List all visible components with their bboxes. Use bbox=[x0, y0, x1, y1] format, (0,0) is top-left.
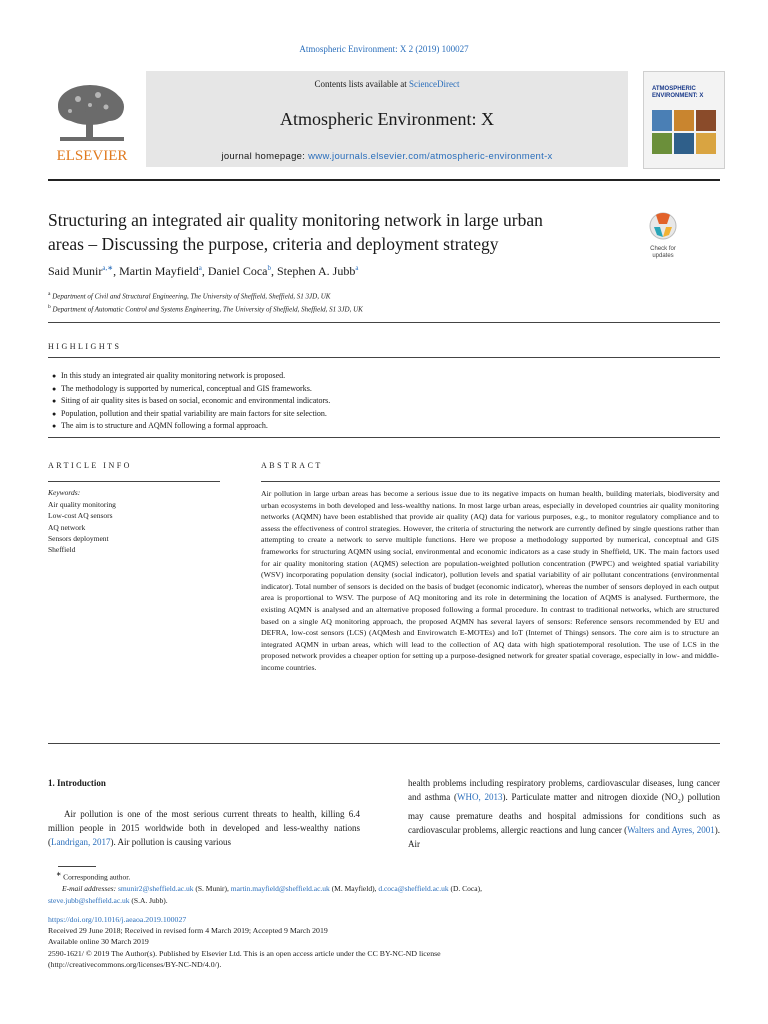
highlights-list bbox=[52, 370, 330, 433]
article-title bbox=[48, 208, 628, 256]
header-divider bbox=[48, 179, 720, 181]
divider bbox=[48, 322, 720, 323]
cover-title: ATMOSPHERIC ENVIRONMENT: X bbox=[652, 86, 704, 99]
divider bbox=[261, 481, 720, 482]
citation-link[interactable]: WHO, 2013 bbox=[457, 792, 503, 802]
crossmark-label-2: updates bbox=[652, 253, 674, 259]
journal-homepage bbox=[146, 151, 628, 162]
received-dates: Received 29 June 2018; Received in revised form 4 March 2019; Accepted 9 March 2019 bbox=[48, 926, 328, 936]
title-line-1: Structuring an integrated air quality monitoring network in large urban bbox=[48, 210, 543, 230]
author-list: Said Munir$^{a,∗}$, Martin Mayfield$^a$, Daniel Coca$^b$, Stephen A. Jubb$^a$ bbox=[48, 264, 359, 278]
keyword: Sensors deployment bbox=[48, 533, 109, 543]
doi-link[interactable]: https://doi.org/10.1016/j.aeaoa.2019.100027 bbox=[48, 915, 187, 924]
citation-link[interactable]: Walters and Ayres, 2001 bbox=[627, 824, 715, 835]
title-line-2: areas – Discussing the purpose, criteria and deployment strategy bbox=[48, 234, 499, 254]
abstract-text: Air pollution in large urban areas has become a serious issue due to its negative impacts on human health, building materials, biodiversity and urban ecosystems in both developed and less-wealthy nations. In most large urban areas, especially in developed countries air quality monitoring networks (AQMN) have been established that provide air quality (AQ) data for various purposes, e.g., to monitor regulatory compliance and to assess the effectiveness of control strategies. However, the criteria of structuring the network are currently defined by single questions rather than attempting to create a network to serve multiple functions. Here we propose a methodology supported by numerical, conceptual and GIS frameworks for structuring AQMN using social, environmental and economic indicators as a case study in Sheffield, UK. The main factors used for air quality monitoring station (AQMS) selection are population-weighted pollution concentration (PWPC) and weighted spatial variability (WSV) incorporating population density (social indicator), pollution levels and spatial variability of air pollutant concentrations (environmental indicator). Total number of sensors is decided on the basis of budget (economic indicator), whereas the number of sensors deployed in each output area is proportional to WSV. The purpose of AQ monitoring and its role in determining the location of AQMS is analysed. Furthermore, the existing AQMN is analysed and an alternative proposed following a formal procedure. In contrast to traditional networks, which are structured based on a single AQ monitoring approach, the proposed AQMN has several layers of sensors: Reference sensors recommended by EU and DEFRA, low-cost sensors (LCS) (AQMesh and Envirowatch E-MOTEs) and IoT (Internet of Things) sensors. The core aim is to structure an integrated AQMN in urban areas, which will lead to the collection of AQ data with high spatiotemporal resolution. The use of LCS in the proposed network provides a cheaper option for setting up a purpose-designed network for greater spatial coverage, especially in low- and middle-income countries. bbox=[261, 489, 719, 672]
highlight-item: ● The aim is to structure and AQMN following a formal approach. bbox=[52, 420, 330, 433]
author[interactable]: Martin Mayfield$^a$ bbox=[119, 264, 202, 278]
journal-banner bbox=[146, 71, 628, 167]
journal-header bbox=[48, 71, 628, 167]
crossmark-icon bbox=[640, 211, 686, 241]
author[interactable]: Said Munir$^{a,∗}$ bbox=[48, 264, 114, 278]
publication-info bbox=[48, 914, 720, 970]
introduction-column-2 bbox=[408, 776, 720, 851]
email-addresses-cont: steve.jubb@sheffield.ac.uk (S.A. Jubb). bbox=[48, 895, 168, 905]
section-heading: 1. Introduction bbox=[48, 778, 106, 788]
journal-title: Atmospheric Environment: X bbox=[280, 109, 494, 129]
keywords-list bbox=[48, 499, 116, 555]
divider bbox=[48, 437, 720, 438]
article-info-heading: ARTICLE INFO bbox=[48, 461, 132, 470]
highlights-heading: HIGHLIGHTS bbox=[48, 342, 122, 351]
affiliation: $^a$ Department of Civil and Structural Engineering, The University of Sheffield, Sheffield, S1 3JD, UK bbox=[48, 291, 331, 301]
author[interactable]: Daniel Coca$^b$ bbox=[207, 264, 271, 278]
journal-reference[interactable]: Atmospheric Environment: X 2 (2019) 100027 bbox=[299, 44, 469, 54]
check-for-updates-badge[interactable] bbox=[640, 211, 686, 261]
footnote-divider bbox=[58, 866, 96, 867]
journal-cover-thumbnail[interactable] bbox=[643, 71, 725, 169]
email-link[interactable]: martin.mayfield@sheffield.ac.uk bbox=[230, 884, 330, 893]
homepage-link[interactable]: www.journals.elsevier.com/atmospheric-environment-x bbox=[308, 151, 553, 162]
citation-link[interactable]: Landrigan, 2017 bbox=[51, 837, 111, 847]
keywords-label: Keywords: bbox=[48, 488, 81, 497]
highlight-item: ● Siting of air quality sites is based on social, economic and environmental indicators. bbox=[52, 395, 330, 408]
paragraph: Air pollution is one of the most serious current threats to health, killing 6.4 million people in 2015 worldwide both in developed and less-wealthy nations (Landrigan, 2017). Air pollution is causing various bbox=[48, 809, 360, 847]
keyword: Sheffield bbox=[48, 545, 76, 555]
email-link[interactable]: smunir2@sheffield.ac.uk bbox=[117, 884, 194, 893]
license-text: 2590-1621/ © 2019 The Author(s). Published by Elsevier Ltd. This is an open access article under the CC BY-NC-ND license bbox=[48, 948, 441, 958]
homepage-label: journal homepage: bbox=[221, 151, 309, 162]
email-addresses: E-mail addresses: smunir2@sheffield.ac.uk (S. Munir), martin.mayfield@sheffield.ac.uk (M. Mayfield), d.coca@sheffield.ac.uk (D. Coca), bbox=[62, 884, 482, 893]
elsevier-wordmark: ELSEVIER bbox=[56, 148, 128, 164]
online-date: Available online 30 March 2019 bbox=[48, 937, 149, 947]
license-url[interactable]: (http://creativecommons.org/licenses/BY-NC-ND/4.0/). bbox=[48, 959, 222, 969]
elsevier-tree-logo bbox=[48, 77, 138, 167]
author[interactable]: Stephen A. Jubb$^a$ bbox=[277, 264, 359, 278]
contents-line bbox=[146, 79, 628, 89]
crossmark-label-1: Check for bbox=[650, 246, 676, 252]
sciencedirect-link[interactable]: ScienceDirect bbox=[409, 79, 460, 89]
divider bbox=[48, 743, 720, 744]
email-link[interactable]: d.coca@sheffield.ac.uk bbox=[378, 884, 449, 893]
email-label: E-mail addresses: bbox=[62, 884, 117, 893]
keyword: AQ network bbox=[48, 522, 86, 532]
introduction-column-1 bbox=[48, 776, 360, 849]
corresponding-note: ∗ Corresponding author. bbox=[56, 871, 131, 882]
affiliation: $^b$ Department of Automatic Control and Systems Engineering, The University of Sheffield, Sheffield, S1 3JD, UK bbox=[48, 304, 363, 314]
abstract-heading: ABSTRACT bbox=[261, 461, 323, 470]
email-link[interactable]: steve.jubb@sheffield.ac.uk bbox=[48, 895, 130, 905]
footnotes bbox=[48, 869, 720, 906]
keyword: Low-cost AQ sensors bbox=[48, 511, 113, 521]
divider bbox=[48, 357, 720, 358]
keyword: Air quality monitoring bbox=[48, 500, 116, 509]
paragraph: health problems including respiratory problems, cardiovascular diseases, lung cancer and asthma (WHO, 2013). Particulate matter and nitrogen dioxide $(NO_2)$ pollution may cause premature deaths and hospital admissions for conditions such as cardiovascular problems, allergic reactions and lung cancer (Walters and Ayres, 2001). Air bbox=[408, 778, 720, 849]
cover-image-grid bbox=[652, 110, 716, 154]
highlight-item: ● Population, pollution and their spatial variability are main factors for site selection. bbox=[52, 408, 330, 421]
highlight-item: ● The methodology is supported by numerical, conceptual and GIS frameworks. bbox=[52, 383, 330, 396]
contents-prefix: Contents lists available at bbox=[314, 79, 409, 89]
divider bbox=[48, 481, 220, 482]
highlight-item: ● In this study an integrated air quality monitoring network is proposed. bbox=[52, 370, 330, 383]
affiliations bbox=[48, 289, 363, 316]
